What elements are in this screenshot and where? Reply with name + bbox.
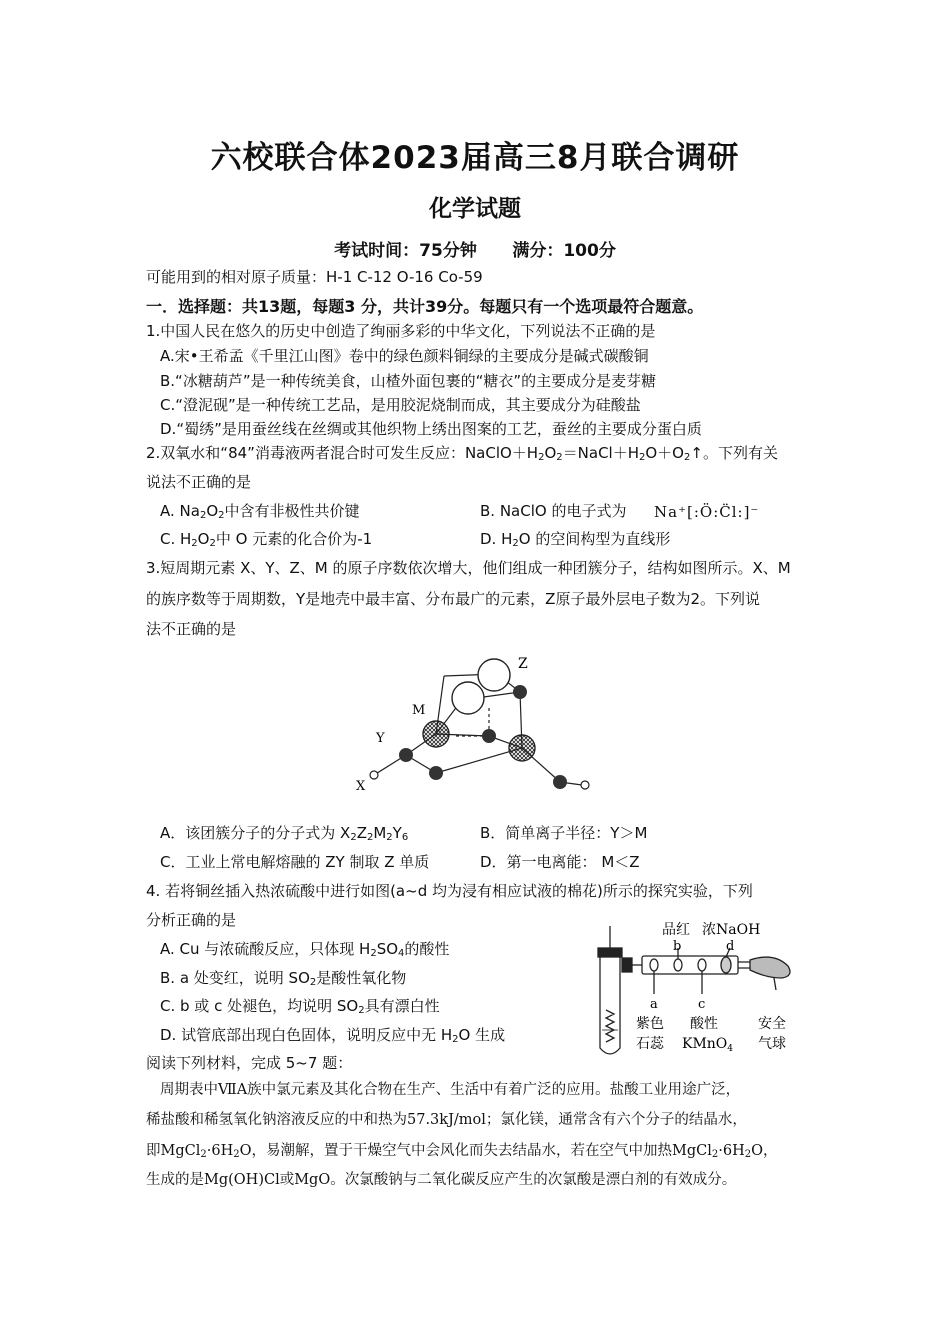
subject-title: 化学试题: [429, 196, 521, 222]
exam-info: 考试时间：75分钟 满分：100分: [334, 241, 616, 261]
q2-option-b: B. NaClO 的电子式为: [480, 502, 627, 520]
label-a: a: [650, 997, 658, 1012]
q3-option-d: D．第一电离能： M＜Z: [480, 853, 640, 871]
reading-p1: 周期表中ⅦA族中氯元素及其化合物在生产、生活中有着广泛的应用。盐酸工业用途广泛，: [160, 1082, 741, 1098]
label-pinhong: 品红: [662, 922, 690, 938]
label-z: Z: [518, 656, 528, 672]
q1-stem: 1.中国人民在悠久的历史中创造了绚丽多彩的中华文化，下列说法不正确的是: [146, 322, 656, 340]
q4-option-c: C. b 或 c 处褪色，均说明 $SO_2$具有漂白性: [160, 997, 440, 1016]
q1-option-a: A.宋•王希孟《千里江山图》卷中的绿色颜料铜绿的主要成分是碱式碳酸铜: [160, 347, 649, 365]
q4-stem-line1: 4. 若将铜丝插入热浓硫酸中进行如图(a~d 均为浸有相应试液的棉花)所示的探究实验，下列: [146, 882, 753, 900]
q4-option-a: A. Cu 与浓硫酸反应，只体现 $H_2SO_4$的酸性: [160, 940, 450, 959]
label-shirui: 石蕊: [636, 1036, 664, 1052]
q3-stem-line2: 的族序数等于周期数，Y是地壳中最丰富、分布最广的元素，Z原子最外层电子数为2。下列说: [146, 590, 760, 608]
label-y: Y: [376, 731, 385, 746]
q2-option-a: A. $Na_2O_2$中含有非极性共价键: [160, 502, 360, 521]
q4-option-d: D. 试管底部出现白色固体，说明反应中无 $H_2O$ 生成: [160, 1026, 506, 1045]
cluster-molecule-figure: [352, 648, 608, 800]
q3-option-b: B．简单离子半径：Y＞M: [480, 824, 648, 842]
label-b: b: [673, 939, 682, 954]
exam-title: 六校联合体2023届高三8月联合调研: [210, 140, 740, 176]
reading-intro: 阅读下列材料，完成 5~7 题：: [146, 1054, 353, 1072]
reading-p3: 即$MgCl_2\cdot 6H_2O$，易潮解，置于干燥空气中会风化而失去结晶水，若在空气中加热$MgCl_2\cdot 6H_2O$，: [146, 1143, 778, 1160]
q1-option-c: C.“澄泥砚”是一种传统工艺品，是用胶泥烧制而成，其主要成分为硅酸盐: [160, 396, 641, 414]
label-d: d: [726, 939, 735, 954]
q1-option-d: D.“蜀绣”是用蚕丝线在丝绸或其他织物上绣出图案的工艺，蚕丝的主要成分蛋白质: [160, 420, 702, 438]
q3-option-a: A．该团簇分子的分子式为 $X_2Z_2M_2Y_6$: [160, 824, 409, 843]
label-c: c: [698, 997, 706, 1012]
q2-option-d: D. $H_2O$ 的空间构型为直线形: [480, 530, 671, 549]
q3-stem-line1: 3.短周期元素 X、Y、Z、M 的原子序数依次增大，他们组成一种团簇分子，结构如图所示。X、M: [146, 559, 791, 577]
section-heading: 一．选择题：共13题，每题3 分，共计39分。每题只有一个选项最符合题意。: [146, 297, 704, 316]
label-anquan: 安全: [758, 1016, 786, 1032]
label-m: M: [412, 703, 426, 718]
label-naoh: 浓NaOH: [702, 922, 761, 938]
q1-option-b: B.“冰糖葫芦”是一种传统美食，山楂外面包裹的“糖衣”的主要成分是麦芽糖: [160, 372, 657, 390]
label-zise: 紫色: [636, 1016, 664, 1032]
reading-p2: 稀盐酸和稀氢氧化钠溶液反应的中和热为57.3kJ/mol；氯化镁，通常含有六个分子的结晶水，: [146, 1112, 747, 1128]
q2-stem-line2: 说法不正确的是: [146, 473, 252, 491]
reading-p4: 生成的是Mg(OH)Cl或MgO。次氯酸钠与二氧化碳反应产生的次氯酸是漂白剂的有效成分。: [146, 1172, 737, 1188]
atomic-masses: 可能用到的相对原子质量：H-1 C-12 O-16 Co-59: [146, 268, 483, 286]
q2-option-c: C. $H_2O_2$中 O 元素的化合价为-1: [160, 530, 373, 549]
label-x: X: [356, 779, 366, 794]
label-kmno4: KMnO$_4$: [682, 1036, 734, 1054]
label-suanxing: 酸性: [690, 1016, 718, 1032]
q3-stem-line3: 法不正确的是: [146, 620, 237, 638]
q4-stem-line2: 分析正确的是: [146, 911, 237, 929]
q2-stem-line1: 2.双氧水和“84”消毒液两者混合时可发生反应：$NaClO+H_2O_2=NaCl+H_2O+O_2↑$。下列有关: [146, 444, 778, 463]
label-qiqiu: 气球: [758, 1036, 786, 1052]
nacio-electron-formula: Na⁺[:Ö:C̈l:]⁻: [654, 503, 760, 521]
q3-option-c: C．工业上常电解熔融的 ZY 制取 Z 单质: [160, 853, 430, 871]
apparatus-figure: [596, 918, 806, 1060]
q4-option-b: B. a 处变红，说明 $SO_2$是酸性氧化物: [160, 969, 407, 988]
